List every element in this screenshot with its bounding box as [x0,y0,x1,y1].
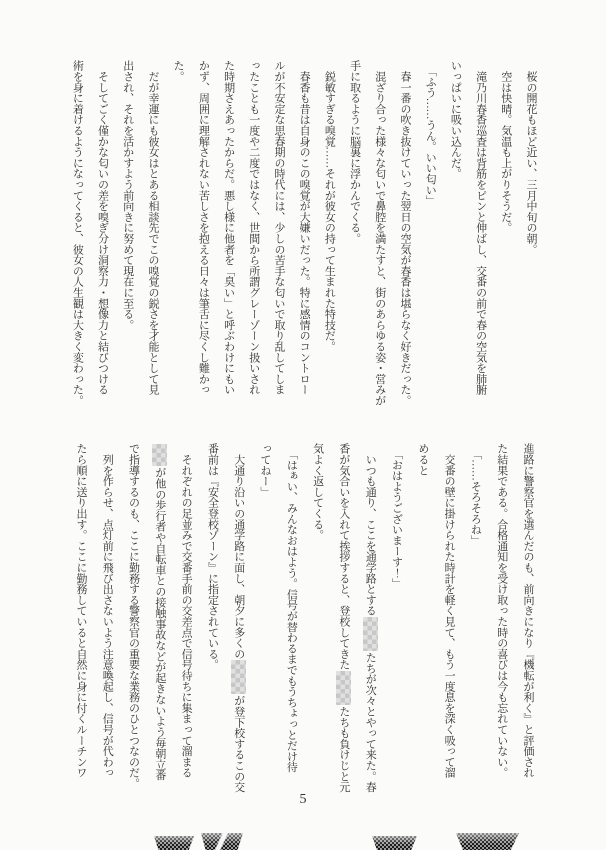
text-line: 術を身に着けるようになってくると、彼女の人生観は大きく変わった。 [71,60,84,406]
text-line: た時期さえあったからだ。悪し様に他者を「臭い」と呼ぶわけにもい [222,60,235,395]
text-line: 混ざり合った様々な匂いで鼻腔を満たすと、街のあらゆる姿・営みが [373,60,386,406]
text-line: ってねー」 [259,443,272,498]
halftone-fragment-1 [154,836,194,850]
text-line: た。 [172,60,185,82]
text-line: 進路に警察官を選んだのも、前向きになり『機転が利く』と評価され [522,443,534,778]
censored-word-mosaic [152,444,167,466]
top-text-block [64,60,543,460]
text-line: 春香も昔は自身のこの嗅覚が大嫌いだった。特に感情のコントロー [298,60,311,395]
text-line: 滝乃川春香巡査は背筋をピンと伸ばし、交番の前で春の空気を肺腑 [474,60,487,395]
text-line: 「……そろそろね」 [469,443,482,546]
page-number: 5 [299,792,307,807]
text-line: 春一番の吹き抜けていった翌日の空気が春香は堪らなく好きだった。 [398,60,411,406]
text-line: 香が気合いを入れて挨拶すると、登校してきたたちも負けじと元 [337,443,350,793]
text-line: だが幸運にも彼女はとある相談先でこの嗅覚の鋭さを才能として見 [146,60,159,395]
text-line: で指導するのも、ここに勤務する警察官の重要な業務のひとつなのだ。 [127,443,140,789]
text-line: めると [416,443,429,476]
text-line: 「ふう……うん。いい匂い」 [424,60,437,206]
text-line: かず、周囲に理解されない苦しさを抱える日々は筆舌に尽くし難かっ [197,60,210,395]
text-line: それぞれの足並みで交番手前の交差点で信号待ちに集まって溜まる [180,443,193,778]
bottom-text-block [68,443,541,835]
halftone-fragment-4 [456,833,519,850]
text-line: が他の歩行者や自転車との接触事故などが起きないよう毎朝立番 [147,443,173,835]
censored-word-mosaic [336,671,351,705]
text-line: 空は快晴。気温も上がりそうだ。 [499,60,512,233]
halftone-fragment-3 [372,836,417,850]
text-line: そしてごく僅かな匂いの差を嗅ぎ分け洞察力・想像力と結びつける [96,60,109,395]
text-line: 桜の開花もほど近い、三月中旬の朝。 [525,60,537,255]
text-line: 鋭敏すぎる嗅覚……それが彼女の持って生まれた特技だ。 [323,60,336,352]
text-line: 気よく返してくる。 [311,443,324,541]
text-line: 大通り沿いの通学路に面し、朝夕に多くのが登下校するこの交 [232,443,245,793]
text-line: ルが不安定な思春期の時代には、少しの苦手な匂いで取り乱してしま [272,60,285,395]
text-line: 交番の壁に掛けられた時計を軽く見て、もう一度息を深く吸って溜 [443,443,456,778]
text-line: いつも通り、ここを通学路とするたちが次々とやって来た。春 [364,443,377,793]
censored-word-mosaic [231,660,246,694]
text-line: 列を作らせ、点灯前に飛び出さないよう注意喚起し、信号が代わっ [101,443,114,778]
text-line: 「はぁい、みんなおはよう。信号が替わるまでもうちょっとだけ待 [285,443,298,773]
text-line: たら順に送り出す。ここに勤務していると自然に身に付くルーチンワ [74,443,87,778]
text-line: た結果である。合格通知を受け取った時の喜びは今も忘れていない。 [495,443,508,778]
text-line: 「おはようございまーす！」 [390,443,403,589]
text-line: 手に取るように脳裏に浮かんでくる。 [348,60,361,244]
text-line: 番前は『安全登校ゾーン』に指定されている。 [206,443,219,670]
text-line: ったことも一度や二度ではなく、世間から所謂グレーゾーン扱いされ [247,60,260,395]
text-line: いっぱいに吸い込んだ。 [449,60,462,179]
halftone-fragment-2 [201,833,243,850]
censored-word-mosaic [363,617,378,651]
text-line: 出され、それを活かすよう前向きに努めて現在に至る。 [121,60,134,331]
